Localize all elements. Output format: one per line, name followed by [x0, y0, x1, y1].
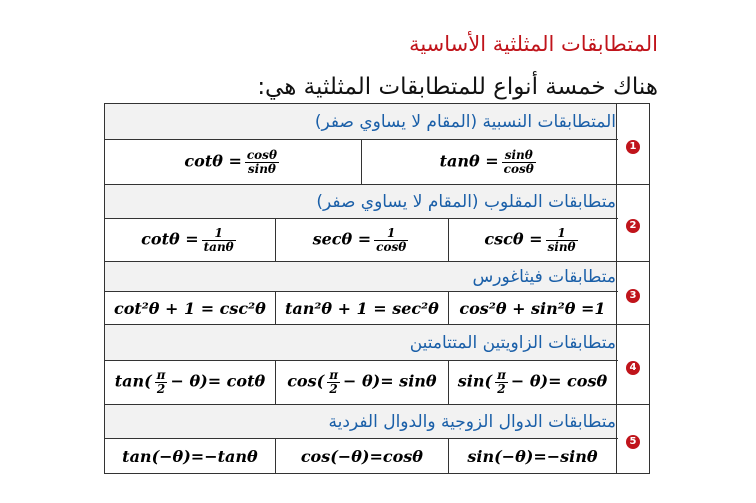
fraction: $\frac{\sin\theta}{\cos\theta}$ [503, 147, 534, 176]
identities-table [104, 103, 650, 474]
fraction: $\frac{1}{\sin\theta}$ [547, 225, 576, 254]
group-3-formula-row [105, 292, 650, 325]
formula-cot-pythagorean: cot²θ + 1 = csc²θ [105, 292, 276, 325]
formula-cot-reciprocal: cotθ = $\frac{1}{\tan\theta}$ [105, 219, 276, 262]
page-title: المتطابقات المثلثية الأساسية [409, 32, 658, 56]
formula-cos-even: cos(−θ)=cosθ [275, 439, 448, 474]
group-5-number-cell [617, 405, 650, 474]
group-2-heading: متطابقات المقلوب (المقام لا يساوي صفر) [105, 185, 617, 219]
group-4-number-cell [617, 325, 650, 405]
fraction: $\frac{\cos\theta}{\sin\theta}$ [246, 147, 277, 176]
group-1-number-cell [617, 104, 650, 185]
group-1-formula-row [105, 140, 650, 185]
group-4-number-badge: 4 [626, 361, 640, 375]
formula-tan-cofunction: tan( $\frac{\pi}{2}$ − θ)= cotθ [105, 361, 276, 405]
formula-tan-odd: tan(−θ)=−tanθ [105, 439, 276, 474]
group-5-heading: متطابقات الدوال الزوجية والدوال الفردية [105, 405, 617, 439]
group-2-header-row [105, 185, 650, 219]
formula-sec-reciprocal: secθ = $\frac{1}{\cos\theta}$ [275, 219, 448, 262]
fraction: $\frac{\pi}{2}$ [497, 368, 506, 396]
group-1-number-badge: 1 [626, 140, 640, 154]
group-4-heading: متطابقات الزاويتين المتتامتين [105, 325, 617, 361]
group-5-formula-row [105, 439, 650, 474]
formula-sin-cos-pythagorean: cos²θ + sin²θ =1 [448, 292, 616, 325]
formula-tan-pythagorean: tan²θ + 1 = sec²θ [275, 292, 448, 325]
group-3-number-badge: 3 [626, 289, 640, 303]
fraction: $\frac{\pi}{2}$ [329, 368, 338, 396]
group-5-header-row [105, 405, 650, 439]
group-3-header-row [105, 262, 650, 292]
formula-cot-ratio: cotθ = $\frac{\cos\theta}{\sin\theta}$ [105, 140, 362, 185]
group-3-heading: متطابقات فيثاغورس [105, 262, 617, 292]
formula-sin-cofunction: sin( $\frac{\pi}{2}$ − θ)= cosθ [448, 361, 616, 405]
formula-sin-odd: sin(−θ)=−sinθ [448, 439, 616, 474]
formula-tan-ratio: tanθ = $\frac{\sin\theta}{\cos\theta}$ [362, 140, 617, 185]
formula-csc-reciprocal: cscθ = $\frac{1}{\sin\theta}$ [448, 219, 616, 262]
group-3-number-cell [617, 262, 650, 325]
page-subtitle: هناك خمسة أنواع للمتطابقات المثلثية هي: [257, 74, 658, 100]
group-2-formula-row [105, 219, 650, 262]
group-2-number-badge: 2 [626, 219, 640, 233]
fraction: $\frac{\pi}{2}$ [156, 368, 166, 396]
group-1-heading: المتطابقات النسبية (المقام لا يساوي صفر) [105, 104, 617, 140]
group-1-header-row [105, 104, 650, 140]
formula-cos-cofunction: cos( $\frac{\pi}{2}$ − θ)= sinθ [275, 361, 448, 405]
group-4-formula-row [105, 361, 650, 405]
fraction: $\frac{1}{\tan\theta}$ [203, 225, 234, 254]
group-4-header-row [105, 325, 650, 361]
group-5-number-badge: 5 [626, 435, 640, 449]
fraction: $\frac{1}{\cos\theta}$ [376, 225, 407, 254]
group-2-number-cell [617, 185, 650, 262]
